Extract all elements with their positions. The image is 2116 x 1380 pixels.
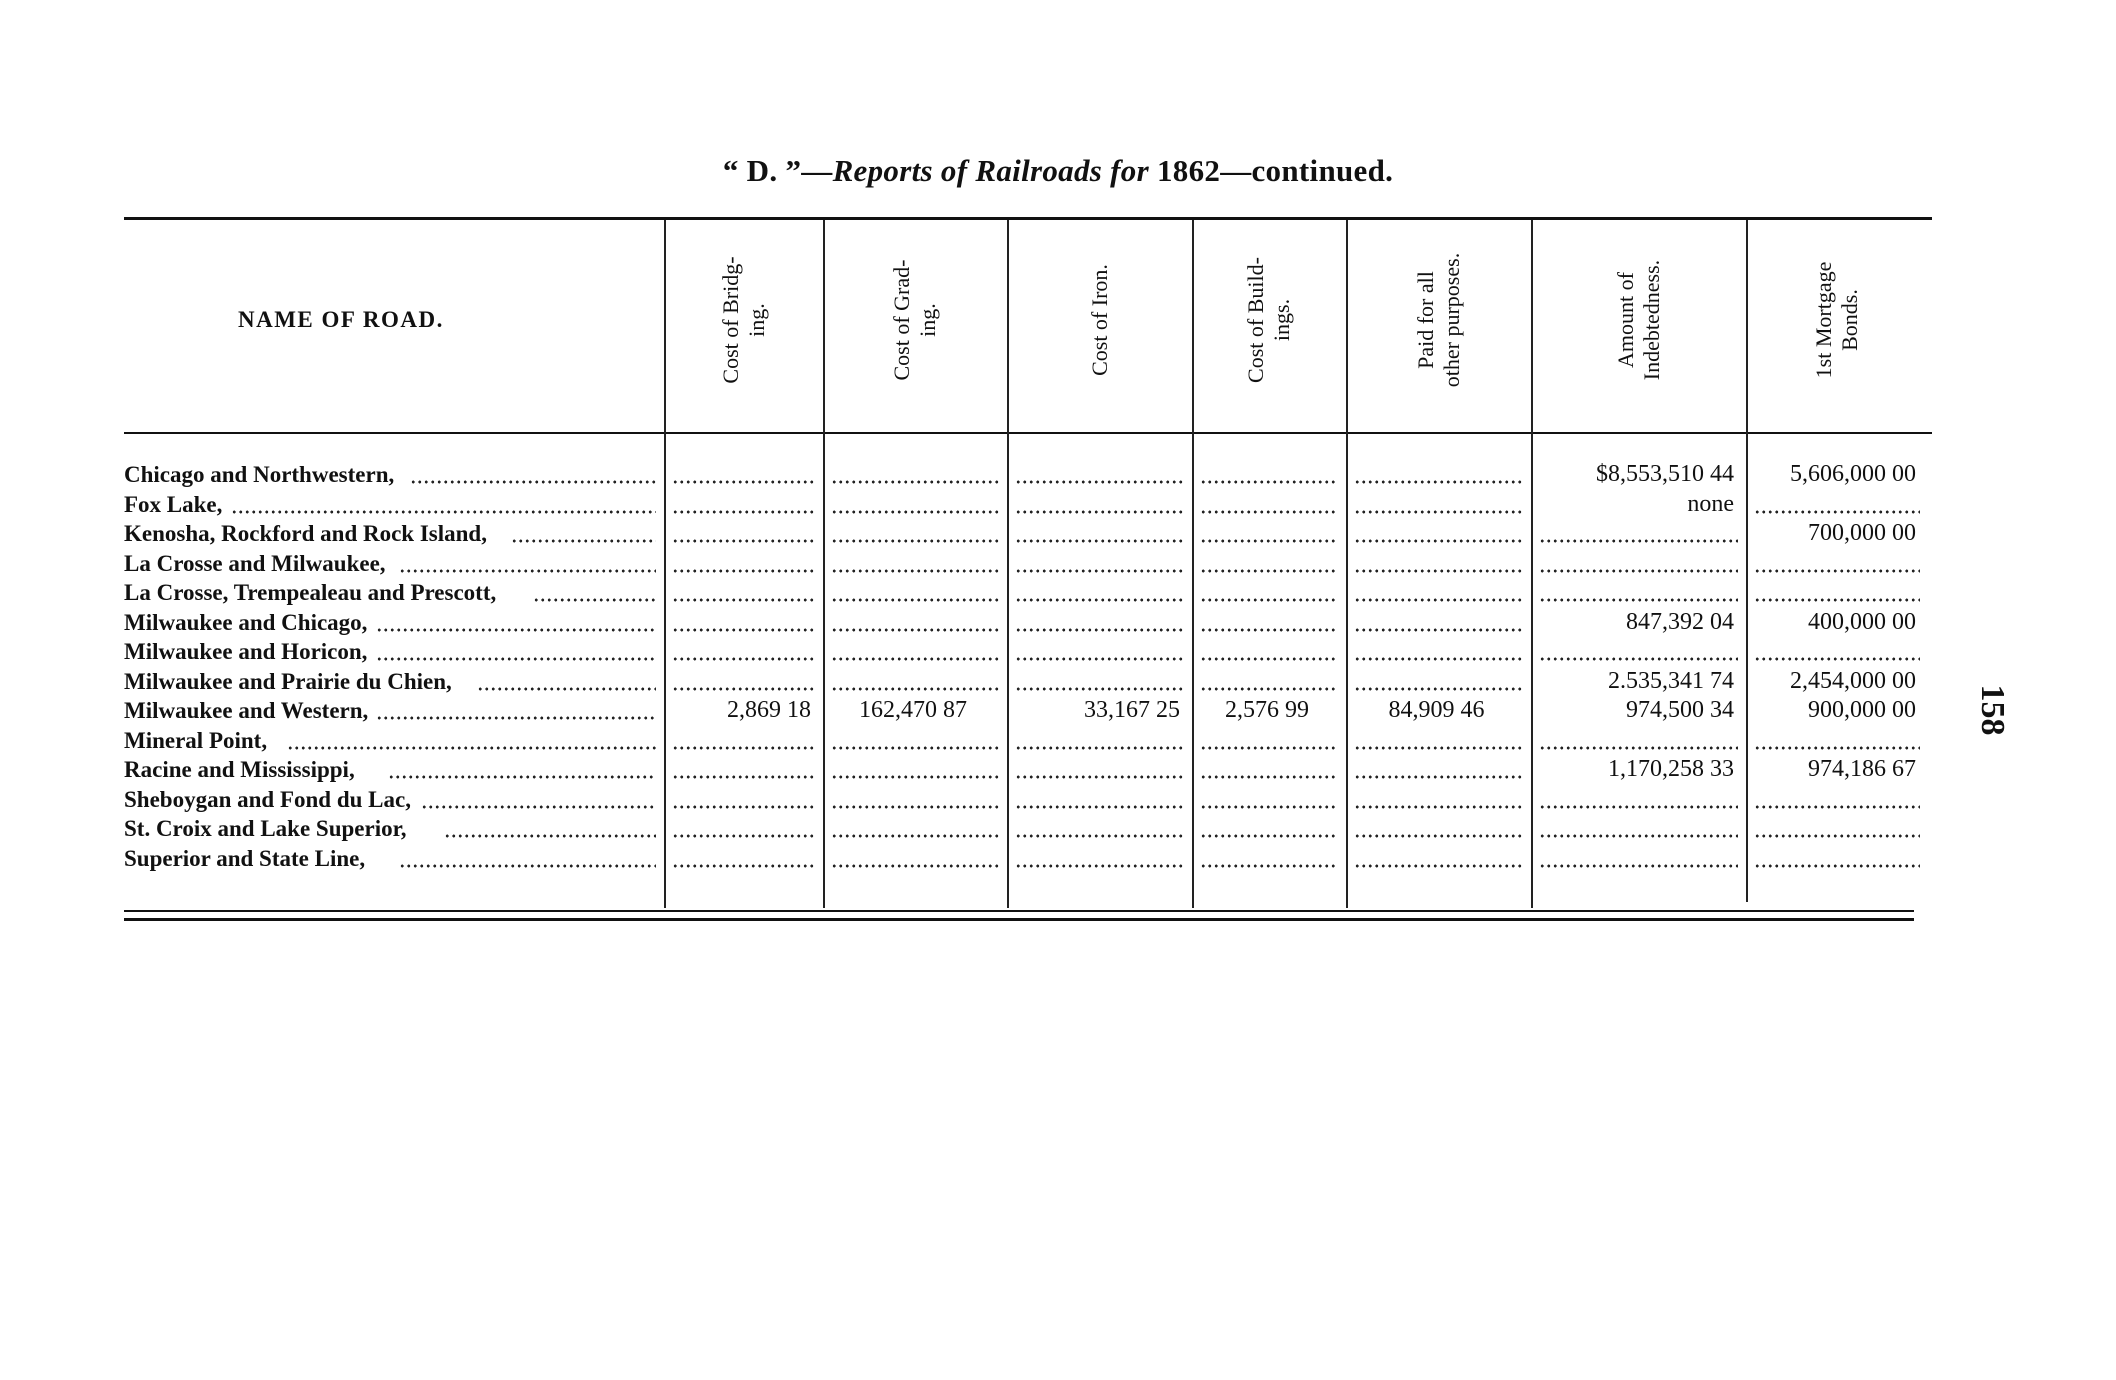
road-name-text: Sheboygan and Fond du Lac, (124, 786, 411, 812)
leader-dots (376, 715, 656, 721)
cell-dots (672, 863, 815, 869)
column-header-line: ing. (743, 303, 769, 337)
column-header-line: Amount of (1612, 272, 1638, 368)
cell-dots (1200, 774, 1338, 780)
cell-dots (1200, 804, 1338, 810)
cell-grading: 162,470 87 (859, 697, 967, 723)
cell-bonds: 700,000 00 (1808, 520, 1916, 546)
column-divider (664, 220, 666, 908)
cell-dots (831, 833, 999, 839)
cell-dots (1354, 863, 1523, 869)
cell-dots (672, 686, 815, 692)
cell-dots (1200, 597, 1338, 603)
cell-bonds: 974,186 67 (1808, 756, 1916, 782)
column-divider (1531, 220, 1533, 908)
cell-dots (1015, 568, 1184, 574)
cell-dots (1539, 833, 1738, 839)
cell-dots (672, 774, 815, 780)
cell-dots (1015, 804, 1184, 810)
cell-dots (1354, 479, 1523, 485)
road-name-text: Milwaukee and Prairie du Chien, (124, 668, 452, 694)
road-name-text: La Crosse, Trempealeau and Prescott, (124, 580, 497, 605)
road-name-text: Racine and Mississippi, (124, 757, 355, 782)
cell-dots (1754, 568, 1920, 574)
column-header-line: ing. (915, 303, 940, 337)
column-header-bonds (1811, 220, 1863, 420)
cell-dots (1754, 745, 1920, 751)
column-header-line: 1st Mortgage (1811, 261, 1836, 379)
cell-dots (672, 627, 815, 633)
cell-dots (1200, 745, 1338, 751)
column-header-grading (889, 220, 941, 420)
road-name-text: Chicago and Northwestern, (124, 462, 395, 487)
road-name-text: Milwaukee and Chicago, (124, 609, 368, 635)
cell-dots (1015, 686, 1184, 692)
cell-dots (1354, 568, 1523, 574)
cell-dots (1015, 479, 1184, 485)
cell-dots (1539, 863, 1738, 869)
cell-dots (831, 568, 999, 574)
cell-dots (1015, 745, 1184, 751)
cell-dots (831, 656, 999, 662)
road-name-text: Milwaukee and Western, (124, 698, 369, 723)
cell-dots (831, 627, 999, 633)
cell-bonds: 5,606,000 00 (1790, 461, 1916, 487)
column-divider (1007, 220, 1009, 908)
cell-dots (672, 538, 815, 544)
cell-dots (1200, 627, 1338, 633)
column-header-line: Cost of Build- (1243, 257, 1268, 383)
cell-indebtedness: 1,170,258 33 (1608, 756, 1734, 782)
cell-dots (1200, 568, 1338, 574)
cell-bonds: 2,454,000 00 (1790, 667, 1916, 694)
leader-dots (477, 686, 656, 692)
cell-dots (1539, 538, 1738, 544)
column-divider (1746, 220, 1748, 902)
cell-indebtedness: $8,553,510 44 (1596, 461, 1734, 487)
cell-indebtedness: 974,500 34 (1626, 697, 1734, 723)
leader-dots (410, 479, 656, 485)
cell-dots (1354, 656, 1523, 662)
leader-dots (533, 597, 656, 603)
cell-dots (1539, 656, 1738, 662)
cell-dots (831, 686, 999, 692)
column-header-bridging (718, 220, 770, 420)
cell-dots (1754, 833, 1920, 839)
cell-dots (1354, 774, 1523, 780)
column-header-line: other purposes. (1438, 252, 1464, 388)
cell-dots (1754, 597, 1920, 603)
leader-dots (231, 509, 656, 515)
cell-dots (1354, 627, 1523, 633)
cell-dots (1354, 686, 1523, 692)
road-name-text: St. Croix and Lake Superior, (124, 816, 407, 841)
cell-dots (831, 479, 999, 485)
column-header-indebtedness (1613, 220, 1665, 420)
cell-dots (1754, 804, 1920, 810)
cell-other: 84,909 46 (1388, 697, 1485, 723)
cell-dots (1200, 863, 1338, 869)
cell-dots (1354, 509, 1523, 515)
cell-dots (1015, 833, 1184, 839)
cell-dots (831, 509, 999, 515)
column-header-line: Cost of Iron. (1086, 264, 1112, 376)
cell-dots (672, 597, 815, 603)
cell-dots (672, 745, 815, 751)
leader-dots (376, 627, 656, 633)
cell-dots (831, 863, 999, 869)
cell-iron: 33,167 25 (1084, 697, 1180, 723)
cell-dots (1200, 479, 1338, 485)
cell-buildings: 2,576 99 (1225, 697, 1309, 723)
cell-dots (831, 804, 999, 810)
cell-dots (1354, 833, 1523, 839)
cell-dots (1015, 863, 1184, 869)
header-bottom-rule (124, 432, 1932, 434)
cell-indebtedness: 847,392 04 (1626, 608, 1734, 635)
bottom-rule-1 (124, 910, 1914, 912)
column-header-line: Cost of Bridg- (717, 256, 743, 384)
leader-dots (511, 538, 656, 544)
leader-dots (399, 863, 656, 869)
cell-dots (672, 479, 815, 485)
cell-dots (1354, 745, 1523, 751)
cell-dots (672, 568, 815, 574)
leader-dots (388, 774, 656, 780)
column-divider (1346, 220, 1348, 908)
cell-dots (1354, 804, 1523, 810)
column-header-line: Cost of Grad- (889, 259, 914, 381)
column-header-iron (1087, 220, 1113, 420)
road-name-text: Milwaukee and Horicon, (124, 639, 368, 664)
cell-dots (1754, 656, 1920, 662)
page-number: 158 (1974, 684, 2011, 736)
cell-dots (831, 597, 999, 603)
column-header-other (1413, 220, 1465, 420)
cell-dots (1015, 656, 1184, 662)
column-divider (823, 220, 825, 908)
cell-dots (1015, 627, 1184, 633)
bottom-rule-2 (124, 918, 1914, 921)
cell-dots (1200, 538, 1338, 544)
cell-dots (1354, 538, 1523, 544)
road-name-text: Mineral Point, (124, 727, 268, 753)
leader-dots (444, 833, 656, 839)
leader-dots (399, 568, 656, 574)
road-name-text: Kenosha, Rockford and Rock Island, (124, 521, 487, 546)
cell-dots (672, 656, 815, 662)
cell-dots (1015, 538, 1184, 544)
leader-dots (421, 804, 656, 810)
cell-dots (672, 804, 815, 810)
cell-dots (831, 745, 999, 751)
column-header-line: Bonds. (1837, 289, 1862, 351)
leader-dots (287, 745, 656, 751)
column-header-buildings (1243, 220, 1295, 420)
column-header-line: Paid for all (1412, 271, 1438, 369)
cell-indebtedness: 2.535,341 74 (1608, 667, 1734, 694)
road-name-text: La Crosse and Milwaukee, (124, 550, 386, 576)
cell-dots (1200, 686, 1338, 692)
cell-dots (1754, 509, 1920, 515)
cell-dots (1015, 597, 1184, 603)
cell-dots (1200, 656, 1338, 662)
cell-dots (672, 833, 815, 839)
cell-dots (1539, 597, 1738, 603)
cell-dots (1539, 804, 1738, 810)
leader-dots (376, 656, 656, 662)
road-name-text: Superior and State Line, (124, 845, 366, 871)
cell-dots (1200, 509, 1338, 515)
cell-dots (1754, 863, 1920, 869)
road-name-text: Fox Lake, (124, 491, 223, 517)
cell-dots (1015, 774, 1184, 780)
cell-dots (1539, 568, 1738, 574)
cell-dots (831, 774, 999, 780)
cell-dots (672, 509, 815, 515)
cell-dots (1200, 833, 1338, 839)
cell-dots (1354, 597, 1523, 603)
page-title: “ D. ”—Reports of Railroads for 1862—continued. (722, 153, 1394, 188)
cell-bonds: 400,000 00 (1808, 608, 1916, 635)
column-divider (1192, 220, 1194, 908)
column-header-line: ings. (1269, 298, 1294, 342)
cell-dots (1539, 745, 1738, 751)
column-header-line: Indebtedness. (1638, 259, 1664, 381)
cell-dots (831, 538, 999, 544)
cell-indebtedness: none (1687, 490, 1734, 517)
cell-bonds: 900,000 00 (1808, 697, 1916, 723)
name-of-road-header: NAME OF ROAD. (238, 307, 444, 332)
cell-bridging: 2,869 18 (727, 697, 811, 723)
cell-dots (1015, 509, 1184, 515)
